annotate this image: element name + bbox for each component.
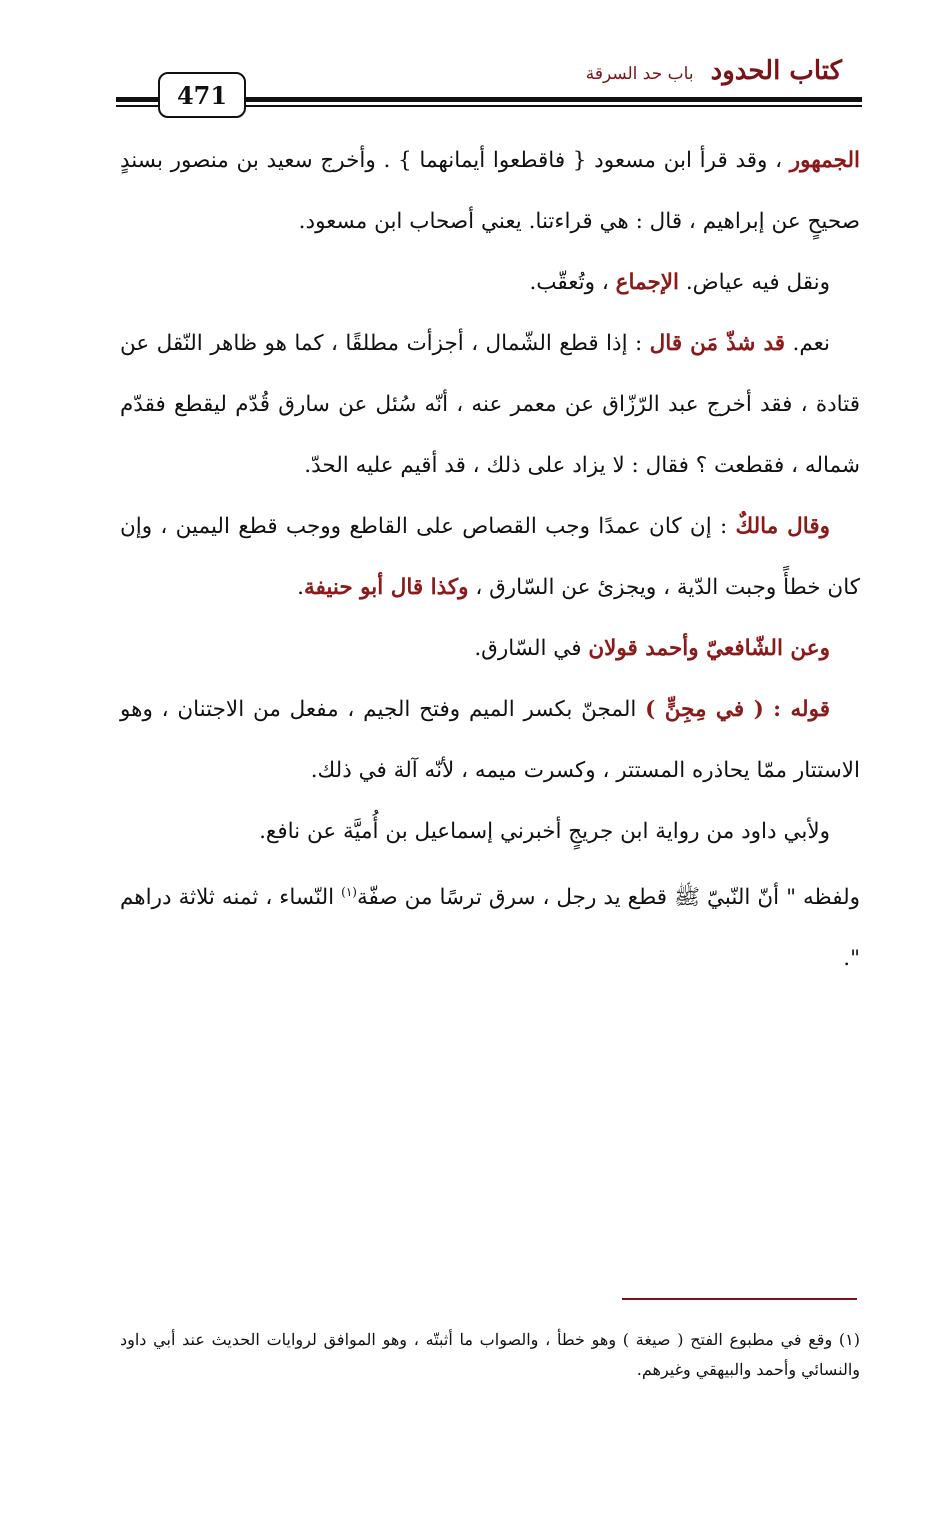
paragraph-4 (120, 496, 860, 618)
paragraph-text: النّساء ، ثمنه ثلاثة دراهم ". (120, 885, 860, 972)
running-head (586, 56, 842, 86)
highlight-term: وعن الشّافعيّ وأحمد قولان (588, 636, 830, 661)
paragraph-text: : إذا قطع الشّمال ، أجزأت مطلقًا ، كما هو ظاهر النّقل عن قتادة ، فقد أخرج عبد الرّزّاق عن معمر عنه ، أنّه سُئل عن سارق قُدّم ليقطع فقدّم شماله ، فقطعت ؟ فقال : لا يزاد على ذلك ، قد أقيم عليه الحدّ. (120, 331, 860, 478)
highlight-term: الإجماع (615, 270, 679, 295)
footnote-1: (١) وقع في مطبوع الفتح ( صيغة ) وهو خطأ ، والصواب ما أثبتّه ، وهو الموافق لروايات الحديث عند أبي داود والنسائي وأحمد والبيهقي وغيرهم. (120, 1330, 860, 1379)
header-rule-left-thin (116, 105, 158, 107)
paragraph-2 (120, 252, 860, 313)
paragraph-7 (120, 801, 860, 989)
main-text (120, 130, 860, 989)
paragraph-5 (120, 618, 860, 679)
paragraph-1 (120, 130, 860, 252)
highlight-term: وكذا قال أبو حنيفة (304, 575, 469, 600)
paragraph-text: ولأبي داود من رواية ابن جريجٍ أخبرني إسماعيل بن أُميَّة عن نافع. (259, 819, 830, 844)
paragraph-text: ونقل فيه عياض. (678, 270, 830, 295)
highlight-term: وقال مالكٌ (735, 514, 830, 539)
footnote-divider (622, 1298, 857, 1300)
paragraph-text: في السّارق. (474, 636, 589, 661)
highlight-term: قوله : ( في مِجِنٍّ ) (645, 697, 830, 722)
paragraph-text: : إن كان عمدًا وجب القصاص على القاطع ووجب قطع اليمين ، وإن كان خطأً وجبت الدّية ، ويجزئ عن السّارق ، (120, 514, 860, 600)
chapter-title: باب حد السرقة (585, 64, 694, 84)
paragraph-text: ، وقد قرأ ابن مسعود { فاقطعوا أيمانهما } . وأخرج سعيد بن منصور بسندٍ صحيحٍ عن إبراهيم ، قال : هي قراءتنا. يعني أصحاب ابن مسعود. (120, 148, 860, 234)
paragraph-text: . (297, 575, 304, 600)
header-rule-thick (246, 97, 862, 102)
page-header (116, 52, 862, 112)
highlight-term: قد شذّ مَن قال (649, 331, 786, 356)
paragraph-text: نعم. (785, 331, 830, 356)
paragraph-text: ولفظه " أنّ النّبيّ ﷺ قطع يد رجل ، سرق ترسًا من صفّة (356, 885, 860, 911)
highlight-term: الجمهور (789, 148, 860, 173)
page-number: 471 (158, 72, 246, 118)
paragraph-6 (120, 679, 860, 801)
footnotes (120, 1325, 860, 1385)
header-rule-left-thick (116, 97, 158, 102)
book-title: كتاب الحدود (710, 56, 842, 86)
paragraph-text: المجنّ بكسر الميم وفتح الجيم ، مفعل من الاجتنان ، وهو الاستتار ممّا يحاذره المستتر ، وكسرت ميمه ، لأنّه آلة في ذلك. (120, 697, 860, 783)
footnote-ref[interactable]: (١) (341, 885, 357, 899)
header-rule-thin (246, 105, 862, 107)
paragraph-3 (120, 313, 860, 496)
paragraph-text: ، وتُعقّب. (529, 270, 616, 295)
